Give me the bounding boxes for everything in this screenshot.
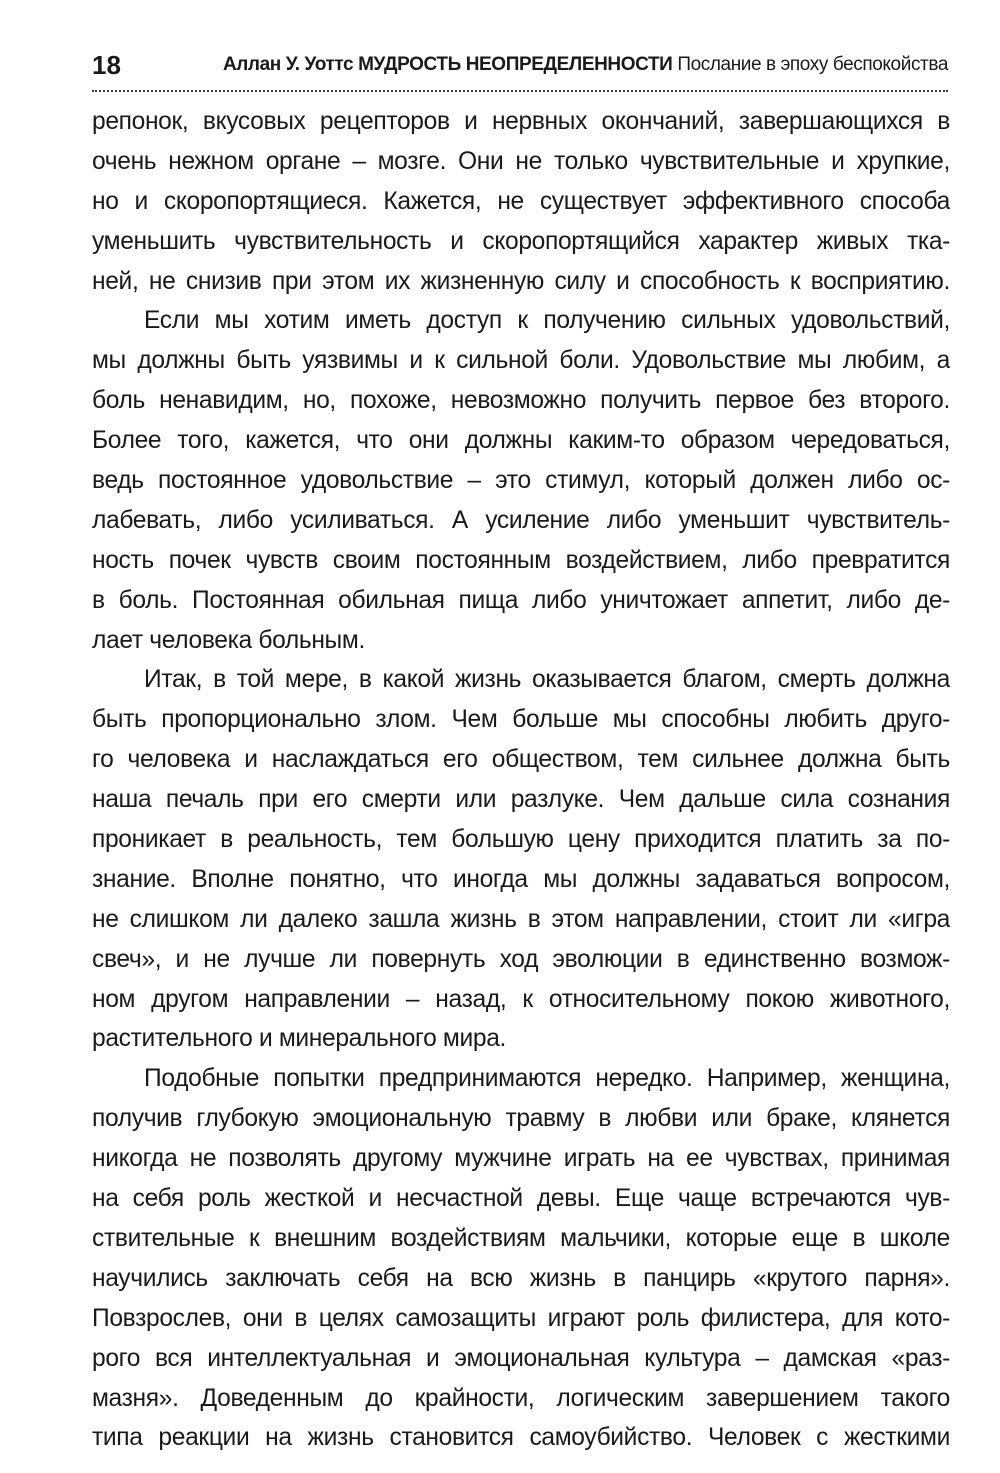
paragraph <box>92 102 950 301</box>
text-line: Повзрослев, они в целях самозащиты играют роль филистера, для кото- <box>92 1304 950 1332</box>
author-name: Аллан У. Уоттс <box>222 54 354 75</box>
header-divider <box>92 90 948 92</box>
text-line: Если мы хотим иметь доступ к получению сильных удовольствий, <box>144 307 950 335</box>
text-line: го человека и наслаждаться его обществом, тем сильнее должна быть <box>92 746 950 774</box>
text-line: ном другом направлении – назад, к относительному покою животного, <box>92 985 950 1013</box>
text-line: типа реакции на жизнь становится самоубийство. Человек с жесткими <box>92 1424 950 1452</box>
paragraph <box>92 301 950 660</box>
text-line: проникает в реальность, тем большую цену приходится платить за по- <box>92 826 950 854</box>
text-line: Более того, кажется, что они должны каким-то образом чередоваться, <box>92 427 950 455</box>
text-line: мазня». Доведенным до крайности, логическим завершением такого <box>92 1384 950 1412</box>
text-line: лабевать, либо усиливаться. А усиление либо уменьшит чувствитель- <box>92 506 950 534</box>
text-line: ствительные к внешним воздействиям мальчики, которые еще в школе <box>92 1224 950 1252</box>
text-line: Итак, в той мере, в какой жизнь оказывается благом, смерть должна <box>144 666 950 694</box>
paragraph <box>92 660 950 1059</box>
text-line: очень нежном органе – мозге. Они не только чувствительные и хрупкие, <box>92 147 950 175</box>
text-line: Подобные попытки предпринимаются нередко. Например, женщина, <box>144 1065 950 1093</box>
text-line: знание. Вполне понятно, что иногда мы должны задаваться вопросом, <box>92 865 950 893</box>
text-line: наша печаль при его смерти или разлуке. Чем дальше сила сознания <box>92 786 950 814</box>
page-number: 18 <box>92 50 121 80</box>
paragraph <box>92 1059 950 1458</box>
text-line: мы должны быть уязвимы и к сильной боли. Удовольствие мы любим, а <box>92 347 950 375</box>
text-line: ность почек чувств своим постоянным воздействием, либо превратится <box>92 546 950 574</box>
text-line: получив глубокую эмоциональную травму в любви или браке, клянется <box>92 1105 950 1133</box>
text-line: не слишком ли далеко зашла жизнь в этом направлении, стоит ли «игра <box>92 905 950 933</box>
text-line: ведь постоянное удовольствие – это стимул, который должен либо ос- <box>92 467 950 495</box>
text-line: но и скоропортящиеся. Кажется, не существует эффективного способа <box>92 187 950 215</box>
text-line: свеч», и не лучше ли повернуть ход эволюции в единственно возмож- <box>92 945 950 973</box>
running-head <box>223 54 948 76</box>
text-line: лает человека больным. <box>92 626 365 654</box>
page-header <box>92 46 948 86</box>
text-line: ней, не снизив при этом их жизненную силу и способность к восприятию. <box>92 267 950 295</box>
book-subtitle: Послание в эпоху беспокойства <box>677 54 948 75</box>
book-title: МУДРОСТЬ НЕОПРЕДЕЛЕННОСТИ <box>358 54 673 75</box>
text-line: научились заключать себя на всю жизнь в панцирь «крутого парня». <box>92 1264 950 1292</box>
text-line: уменьшить чувствительность и скоропортящийся характер живых тка- <box>92 227 950 255</box>
text-line: быть пропорционально злом. Чем больше мы способны любить друго- <box>92 706 950 734</box>
text-line: рого вся интеллектуальная и эмоциональная культура – дамская «раз- <box>92 1344 950 1372</box>
text-line: в боль. Постоянная обильная пища либо уничтожает аппетит, либо де- <box>92 586 950 614</box>
text-line: боль ненавидим, но, похоже, невозможно получить первое без второго. <box>92 387 950 415</box>
text-line: никогда не позволять другому мужчине играть на ее чувствах, принимая <box>92 1145 950 1173</box>
text-line: растительного и минерального мира. <box>92 1025 506 1053</box>
text-line: репонок, вкусовых рецепторов и нервных окончаний, завершающихся в <box>92 108 950 135</box>
text-line: на себя роль жесткой и несчастной девы. Еще чаще встречаются чув- <box>92 1185 950 1213</box>
body-text <box>92 102 950 1458</box>
